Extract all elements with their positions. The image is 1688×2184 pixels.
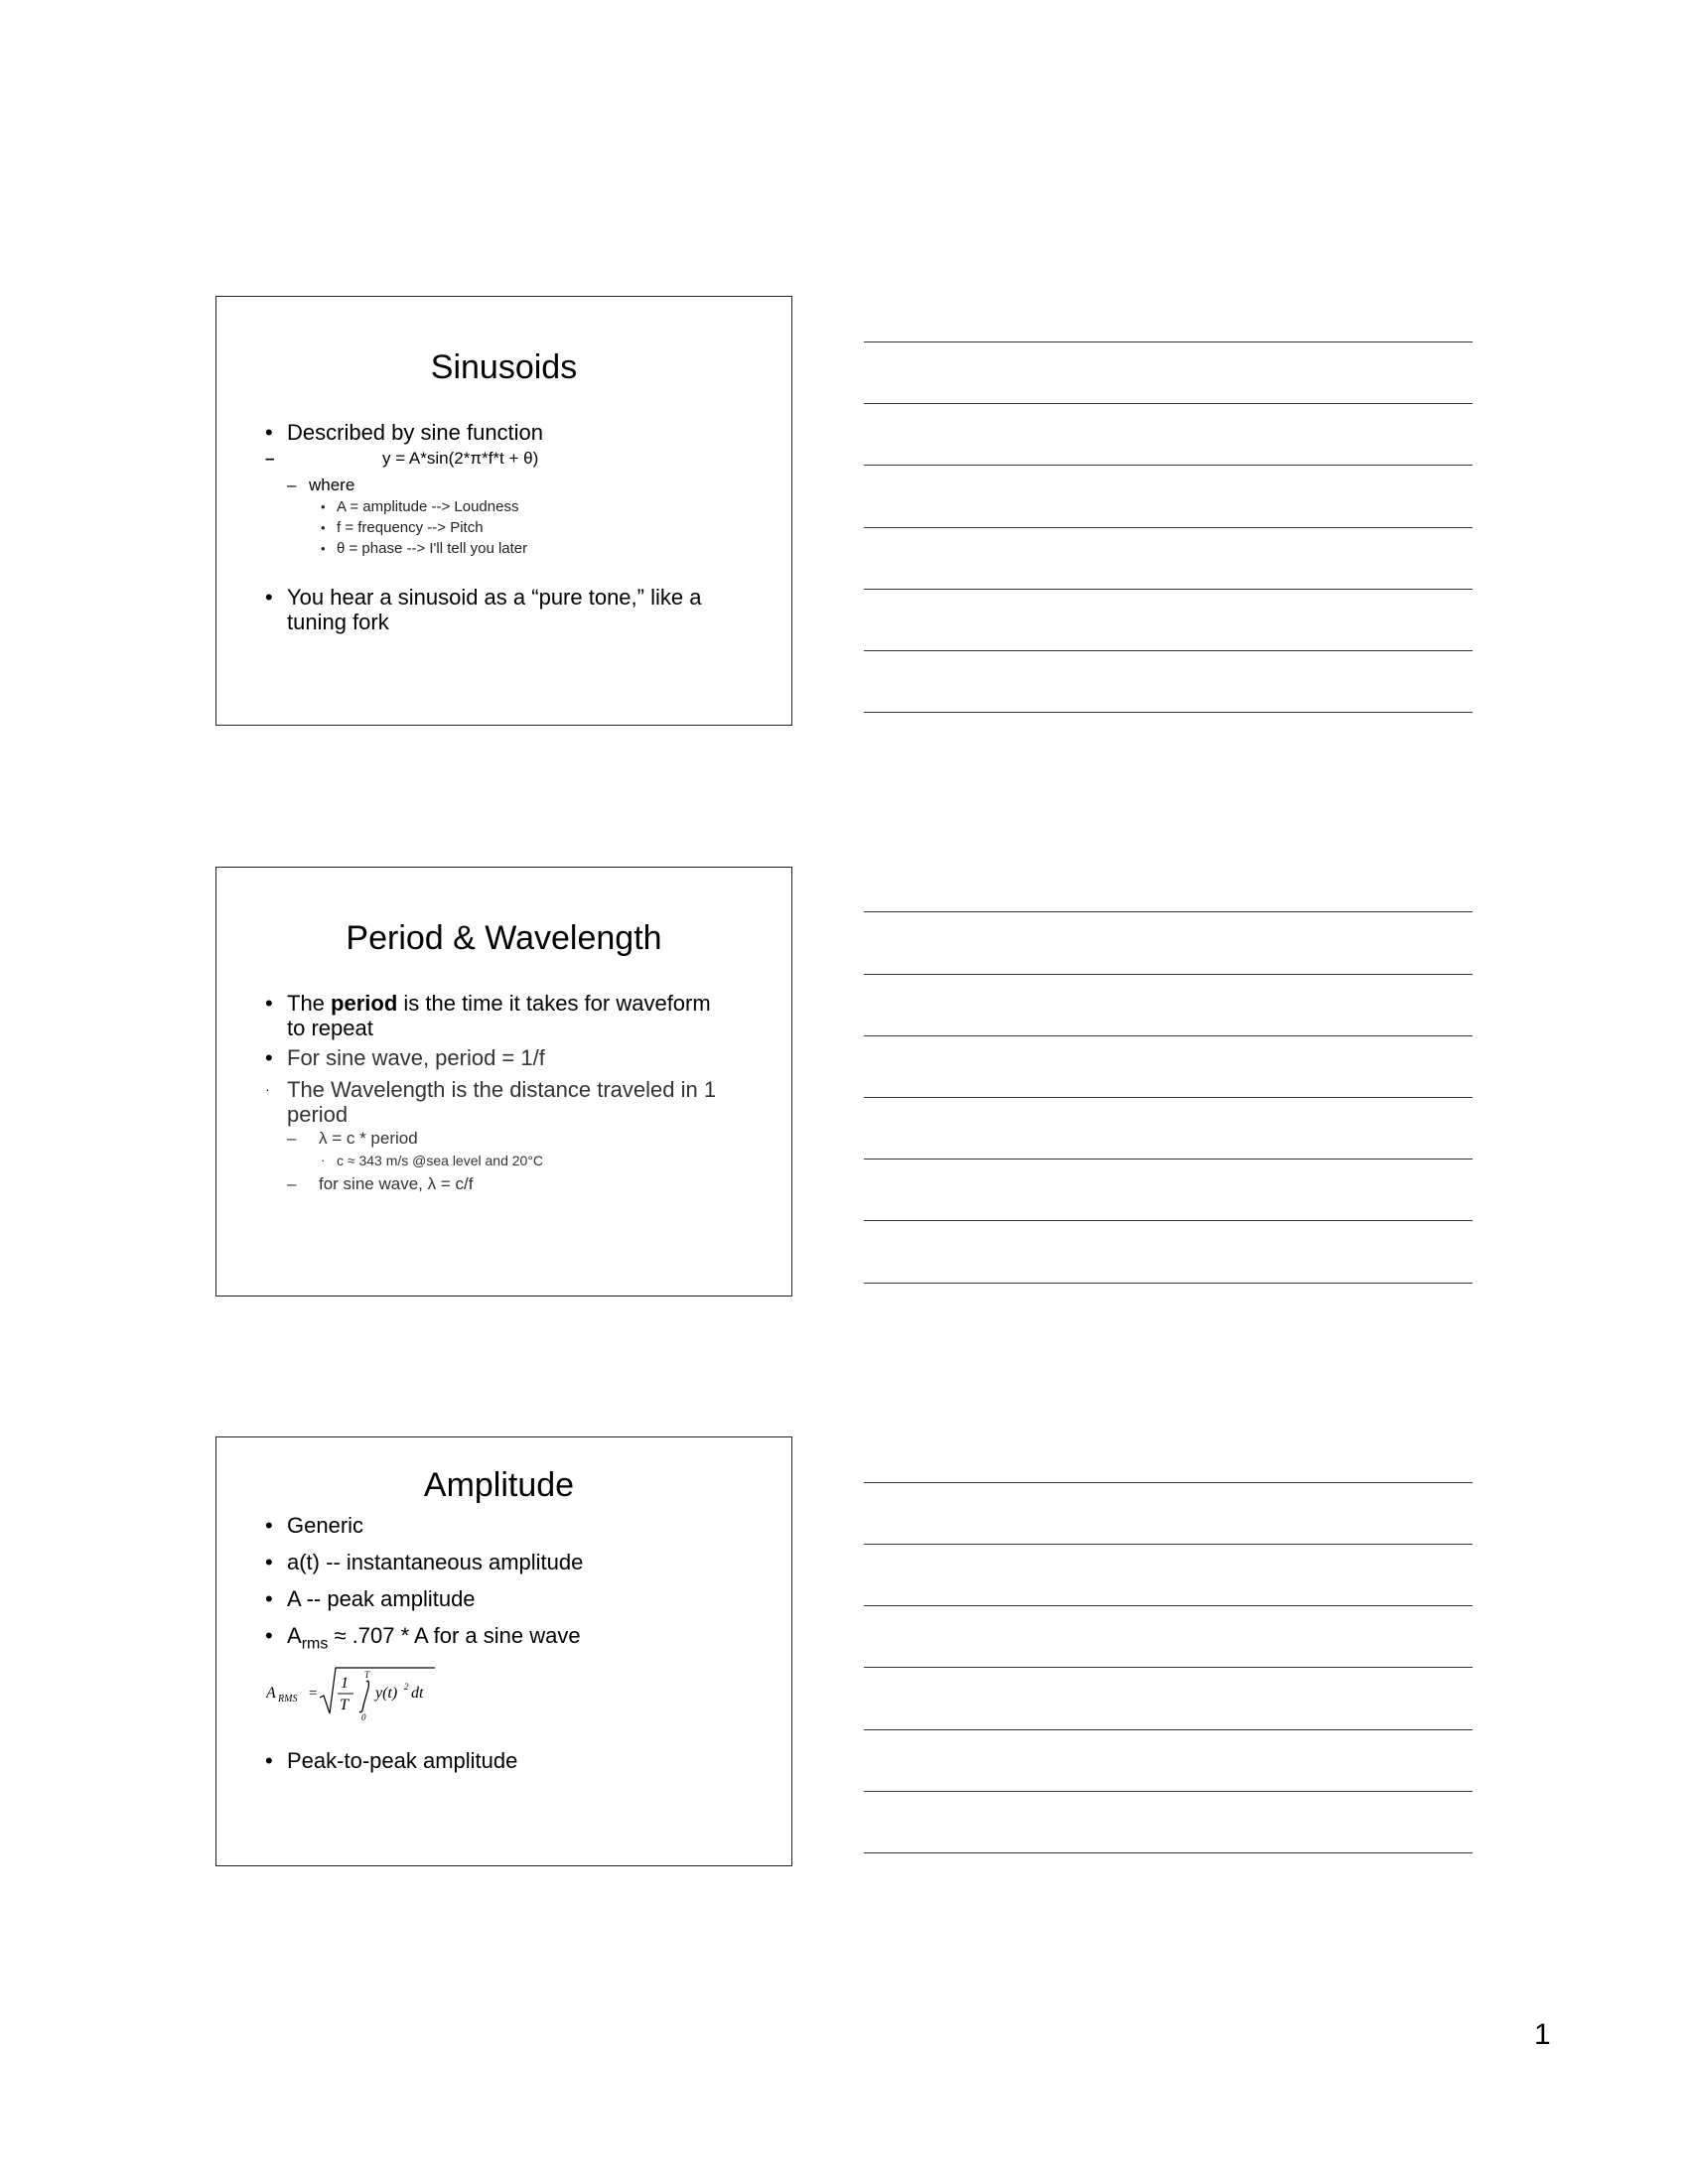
notes-line bbox=[864, 1482, 1473, 1483]
formula-denominator: T bbox=[340, 1697, 349, 1713]
bullet-continuation: tuning fork bbox=[287, 610, 389, 634]
notes-line bbox=[864, 1544, 1473, 1545]
notes-line bbox=[864, 403, 1473, 404]
sub-bullet: – for sine wave, λ = c/f bbox=[287, 1174, 474, 1193]
notes-line bbox=[864, 1667, 1473, 1668]
notes-line bbox=[864, 650, 1473, 651]
bullet: • a(t) -- instantaneous amplitude bbox=[265, 1550, 584, 1574]
definition-item: • θ = phase --> I'll tell you later bbox=[321, 540, 528, 557]
bullet: • Peak-to-peak amplitude bbox=[265, 1748, 518, 1773]
formula-lhs-sub: RMS bbox=[278, 1694, 298, 1705]
slide-period-wavelength bbox=[215, 867, 792, 1297]
notes-line bbox=[864, 1159, 1473, 1160]
notes-line bbox=[864, 1791, 1473, 1792]
rms-formula bbox=[266, 1664, 455, 1723]
bullet: • A -- peak amplitude bbox=[265, 1586, 476, 1611]
notes-line bbox=[864, 1729, 1473, 1730]
notes-line bbox=[864, 712, 1473, 713]
bullet: · The Wavelength is the distance traveled in 1 bbox=[265, 1077, 717, 1102]
bullet: • $A_{rms} \approx .707 * A$ for a sine wave bbox=[265, 1623, 581, 1653]
notes-line bbox=[864, 911, 1473, 912]
notes-line bbox=[864, 1035, 1473, 1036]
integral-upper: T bbox=[364, 1670, 370, 1680]
page-number: 1 bbox=[1534, 2018, 1551, 2051]
bullet: • The period is the time it takes for waveform bbox=[265, 991, 711, 1016]
notes-line bbox=[864, 341, 1473, 342]
bullet: • Described by sine function bbox=[265, 420, 544, 445]
formula-equals: = bbox=[308, 1686, 319, 1702]
notes-line bbox=[864, 465, 1473, 466]
notes-line bbox=[864, 1220, 1473, 1221]
formula-dt: dt bbox=[411, 1685, 424, 1702]
formula-power: 2 bbox=[404, 1682, 409, 1692]
slide-amplitude bbox=[215, 1436, 792, 1866]
bullet: • For sine wave, period = 1/f bbox=[265, 1045, 545, 1070]
sub-sub-bullet: · c ≈ 343 m/s @sea level and 20°C bbox=[321, 1153, 544, 1168]
notes-line bbox=[864, 1097, 1473, 1098]
notes-line bbox=[864, 527, 1473, 528]
bullet: • You hear a sinusoid as a “pure tone,” like a bbox=[265, 585, 702, 610]
formula-lhs: A bbox=[266, 1685, 276, 1702]
notes-line bbox=[864, 589, 1473, 590]
sub-bullet-formula: – y = A*sin(2*π*f*t + θ) bbox=[265, 449, 539, 468]
notes-line bbox=[864, 974, 1473, 975]
sub-bullet: – λ = c * period bbox=[287, 1129, 418, 1148]
bullet-continuation: to repeat bbox=[287, 1016, 373, 1040]
slide-sinusoids bbox=[215, 296, 792, 726]
integral-lower: 0 bbox=[361, 1712, 366, 1722]
notes-line bbox=[864, 1283, 1473, 1284]
formula-integrand: y(t) bbox=[375, 1685, 398, 1702]
bullet: • Generic bbox=[265, 1513, 364, 1538]
bullet-continuation: period bbox=[287, 1102, 349, 1127]
definition-item: • f = frequency --> Pitch bbox=[321, 519, 484, 536]
notes-line bbox=[864, 1852, 1473, 1853]
formula-numerator: 1 bbox=[341, 1675, 349, 1692]
slide-title: Sinusoids bbox=[430, 348, 578, 386]
slide-title: Period & Wavelength bbox=[346, 919, 662, 957]
slide-title: Amplitude bbox=[423, 1466, 575, 1504]
integral-sign bbox=[359, 1681, 368, 1712]
sub-bullet-where: – where bbox=[287, 476, 355, 494]
definition-item: • A = amplitude --> Loudness bbox=[321, 498, 519, 515]
notes-line bbox=[864, 1605, 1473, 1606]
